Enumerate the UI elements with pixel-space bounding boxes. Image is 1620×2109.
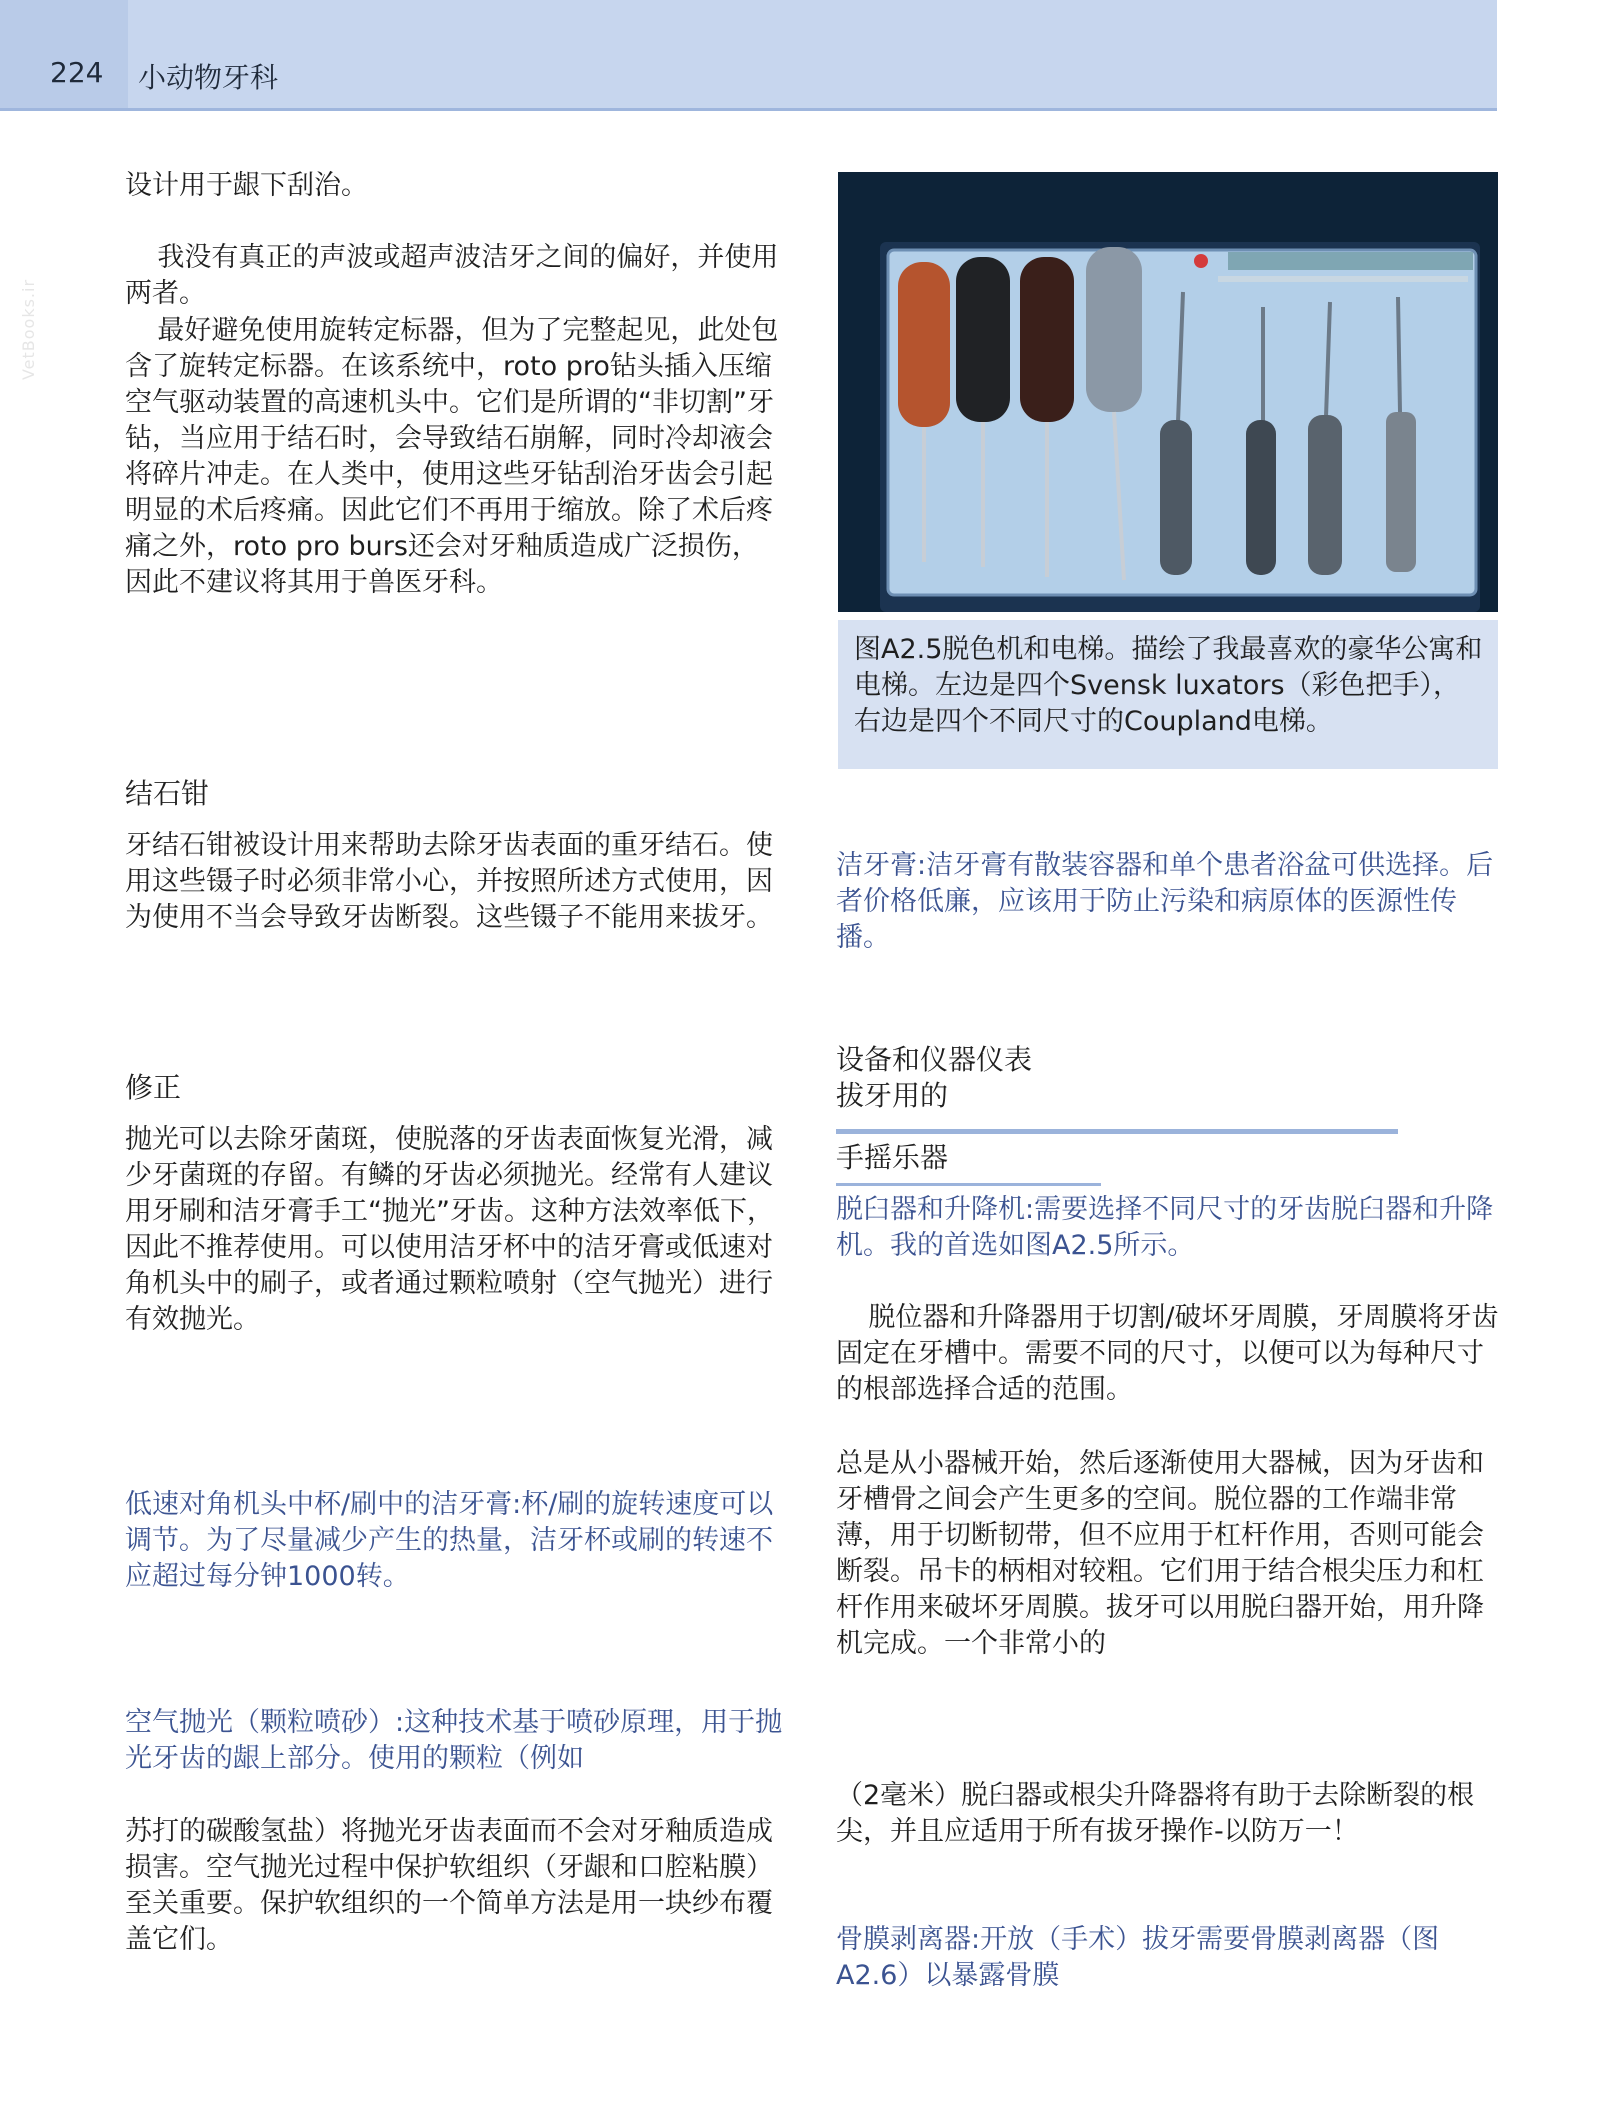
figure-caption: 图A2.5脱色机和电梯。描绘了我最喜欢的豪华公寓和电梯。左边是四个Svensk luxators（彩色把手），右边是四个不同尺寸的Coupland电梯。 xyxy=(854,634,1483,737)
paragraph-prophy-paste: 洁牙膏:洁牙膏有散装容器和单个患者浴盆可供选择。后者价格低廉，应该用于防止污染和病原体的医源性传播。 xyxy=(836,850,1494,953)
instruments-illustration xyxy=(838,172,1498,612)
heading-hand-instruments: 手摇乐器 xyxy=(836,1141,949,1174)
paragraph-subgingival: 设计用于龈下刮治。 xyxy=(125,170,368,201)
page-number-tab xyxy=(0,0,128,108)
paragraph-air-polishing: 空气抛光（颗粒喷砂）:这种技术基于喷砂原理，用于抛光牙齿的龈上部分。使用的颗粒（例如 xyxy=(125,1707,783,1774)
paragraph-luxators-function: 脱位器和升降器用于切割/破坏牙周膜，牙周膜将牙齿固定在牙槽中。需要不同的尺寸，以便可以为每种尺寸的根部选择合适的范围。 xyxy=(836,1302,1499,1405)
paragraph-luxators-elevators: 脱臼器和升降机:需要选择不同尺寸的牙齿脱臼器和升降机。我的首选如图A2.5所示。 xyxy=(836,1194,1494,1261)
paragraph-small-instruments: 总是从小器械开始，然后逐渐使用大器械，因为牙齿和牙槽骨之间会产生更多的空间。脱位器的工作端非常薄，用于切断韧带，但不应用于杠杆作用，否则可能会断裂。吊卡的柄相对较粗。它们用于结合根尖压力和杠杆作用来破坏牙周膜。拔牙可以用脱臼器开始，用升降机完成。一个非常小的 xyxy=(836,1448,1484,1659)
heading-equipment: 设备和仪器仪表 xyxy=(836,1043,1033,1076)
subsection-rule xyxy=(836,1183,1101,1186)
figure-caption-box xyxy=(838,620,1498,769)
paragraph-periosteal-elevator: 骨膜剥离器:开放（手术）拔牙需要骨膜剥离器（图A2.6）以暴露骨膜 xyxy=(836,1924,1440,1991)
page-header xyxy=(0,0,1497,111)
paragraph-low-speed-prophy: 低速对角机头中杯/刷中的洁牙膏:杯/刷的旋转速度可以调节。为了尽量减少产生的热量，洁牙杯或刷的转速不应超过每分钟1000转。 xyxy=(125,1489,774,1592)
paragraph-air-polishing-cont: 苏打的碳酸氢盐）将抛光牙齿表面而不会对牙釉质造成损害。空气抛光过程中保护软组织（牙龈和口腔粘膜）至关重要。保护软组织的一个简单方法是用一块纱布覆盖它们。 xyxy=(125,1816,773,1955)
watermark: VetBooks.ir xyxy=(19,278,39,381)
heading-extraction: 拔牙用的 xyxy=(836,1079,949,1112)
heading-calculus-forceps: 结石钳 xyxy=(125,777,210,810)
section-rule xyxy=(836,1129,1398,1134)
book-title: 小动物牙科 xyxy=(138,61,279,94)
paragraph-calculus-forceps: 牙结石钳被设计用来帮助去除牙齿表面的重牙结石。使用这些镊子时必须非常小心，并按照所述方式使用，因为使用不当会导致牙齿断裂。这些镊子不能用来拔牙。 xyxy=(125,830,773,933)
paragraph-polishing: 抛光可以去除牙菌斑，使脱落的牙齿表面恢复光滑，减少牙菌斑的存留。有鳞的牙齿必须抛光。经常有人建议用牙刷和洁牙膏手工“抛光”牙齿。这种方法效率低下，因此不推荐使用。可以使用洁牙杯中的洁牙膏或低速对角机头中的刷子，或者通过颗粒喷射（空气抛光）进行有效抛光。 xyxy=(125,1124,774,1335)
paragraph-2mm-luxator: （2毫米）脱臼器或根尖升降器将有助于去除断裂的根尖，并且应适用于所有拔牙操作-以防万一！ xyxy=(836,1780,1475,1847)
figure-photo-luxators-elevators xyxy=(838,172,1498,612)
page-number: 224 xyxy=(50,56,104,89)
paragraph-sonic-preference: 我没有真正的声波或超声波洁牙之间的偏好，并使用两者。 xyxy=(125,242,779,309)
heading-polishing: 修正 xyxy=(125,1071,182,1104)
paragraph-rotary-scaler: 最好避免使用旋转定标器，但为了完整起见，此处包含了旋转定标器。在该系统中，roto pro钻头插入压缩空气驱动装置的高速机头中。它们是所谓的“非切割”牙钻，当应用于结石时，会导致结石崩解，同时冷却液会将碎片冲走。在人类中，使用这些牙钻刮治牙齿会引起明显的术后疼痛。因此它们不再用于缩放。除了术后疼痛之外，roto pro burs还会对牙釉质造成广泛损伤，因此不建议将其用于兽医牙科。 xyxy=(125,315,779,598)
